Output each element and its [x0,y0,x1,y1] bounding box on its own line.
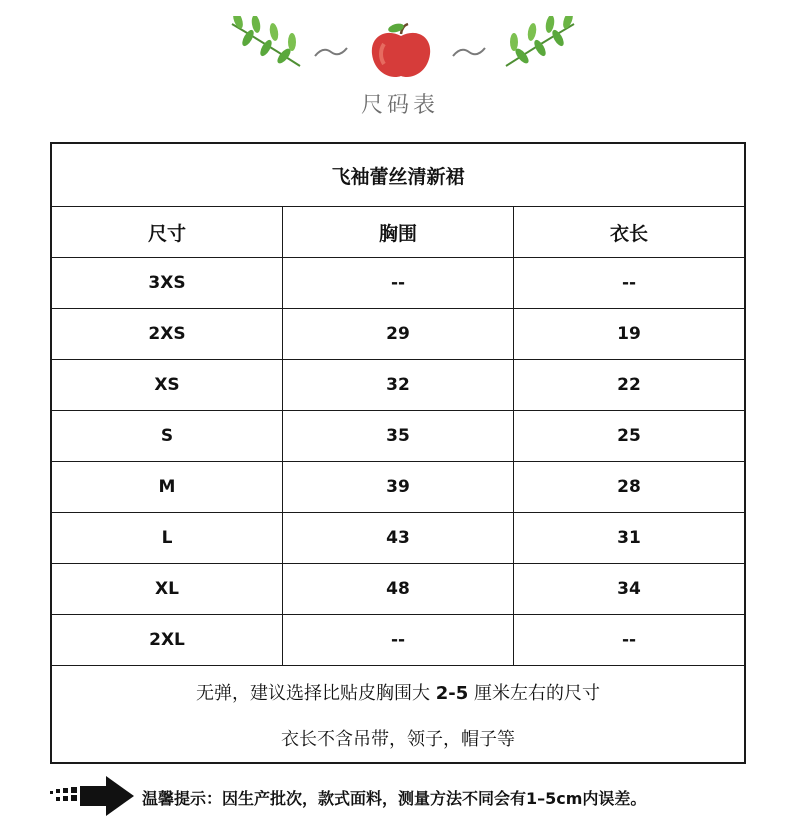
bust-cell: 35 [283,411,514,461]
table-notes [52,666,744,767]
table-row [52,309,744,360]
table-header-row [52,207,744,258]
length-cell: -- [621,273,637,293]
size-cell: XS [52,360,283,410]
bust-cell: 39 [283,462,514,512]
tilde-left-icon [313,42,349,62]
column-header-length: 衣长 [609,222,648,245]
length-cell: 19 [617,324,641,344]
size-table [50,142,746,764]
bust-cell: -- [283,258,514,308]
table-row [52,360,744,411]
bust-cell: -- [283,615,514,665]
header-decoration [0,0,800,130]
note-range: 2-5 [435,682,469,704]
size-cell: S [52,411,283,461]
bust-cell: 32 [283,360,514,410]
arrow-right-icon [50,776,136,816]
length-cell: 34 [617,579,641,599]
size-cell: 2XL [52,615,283,665]
tilde-right-icon [451,42,487,62]
note-text: 无弹，建议选择比贴皮胸围大 [196,682,436,704]
table-row [52,513,744,564]
size-cell: XL [52,564,283,614]
page-title: 尺码表 [360,93,439,118]
table-row [52,411,744,462]
column-header-size: 尺寸 [52,207,283,257]
size-cell: 2XS [52,309,283,359]
size-cell: 3XS [52,258,283,308]
tip-text: 温馨提示：因生产批次，款式面料，测量方法不同会有1–5cm内误差。 [142,789,647,808]
note-line-elasticity [196,671,600,717]
table-row [52,258,744,309]
bust-cell: 29 [283,309,514,359]
apple-icon [366,22,436,82]
column-header-bust: 胸围 [283,207,514,257]
table-row [52,462,744,513]
length-cell: 22 [617,375,641,395]
size-cell: M [52,462,283,512]
note-text: 厘米左右的尺寸 [468,682,600,704]
leaf-branch-right-icon [500,16,580,72]
leaf-branch-left-icon [226,16,306,72]
table-row [52,615,744,666]
table-title: 飞袖蕾丝清新裙 [52,144,744,207]
size-cell: L [52,513,283,563]
length-cell: -- [621,630,637,650]
tip-line [50,772,790,822]
bust-cell: 43 [283,513,514,563]
note-line-length: 衣长不含吊带，领子，帽子等 [281,728,515,750]
table-row [52,564,744,615]
bust-cell: 48 [283,564,514,614]
length-cell: 28 [617,477,641,497]
length-cell: 25 [617,426,641,446]
length-cell: 31 [617,528,641,548]
